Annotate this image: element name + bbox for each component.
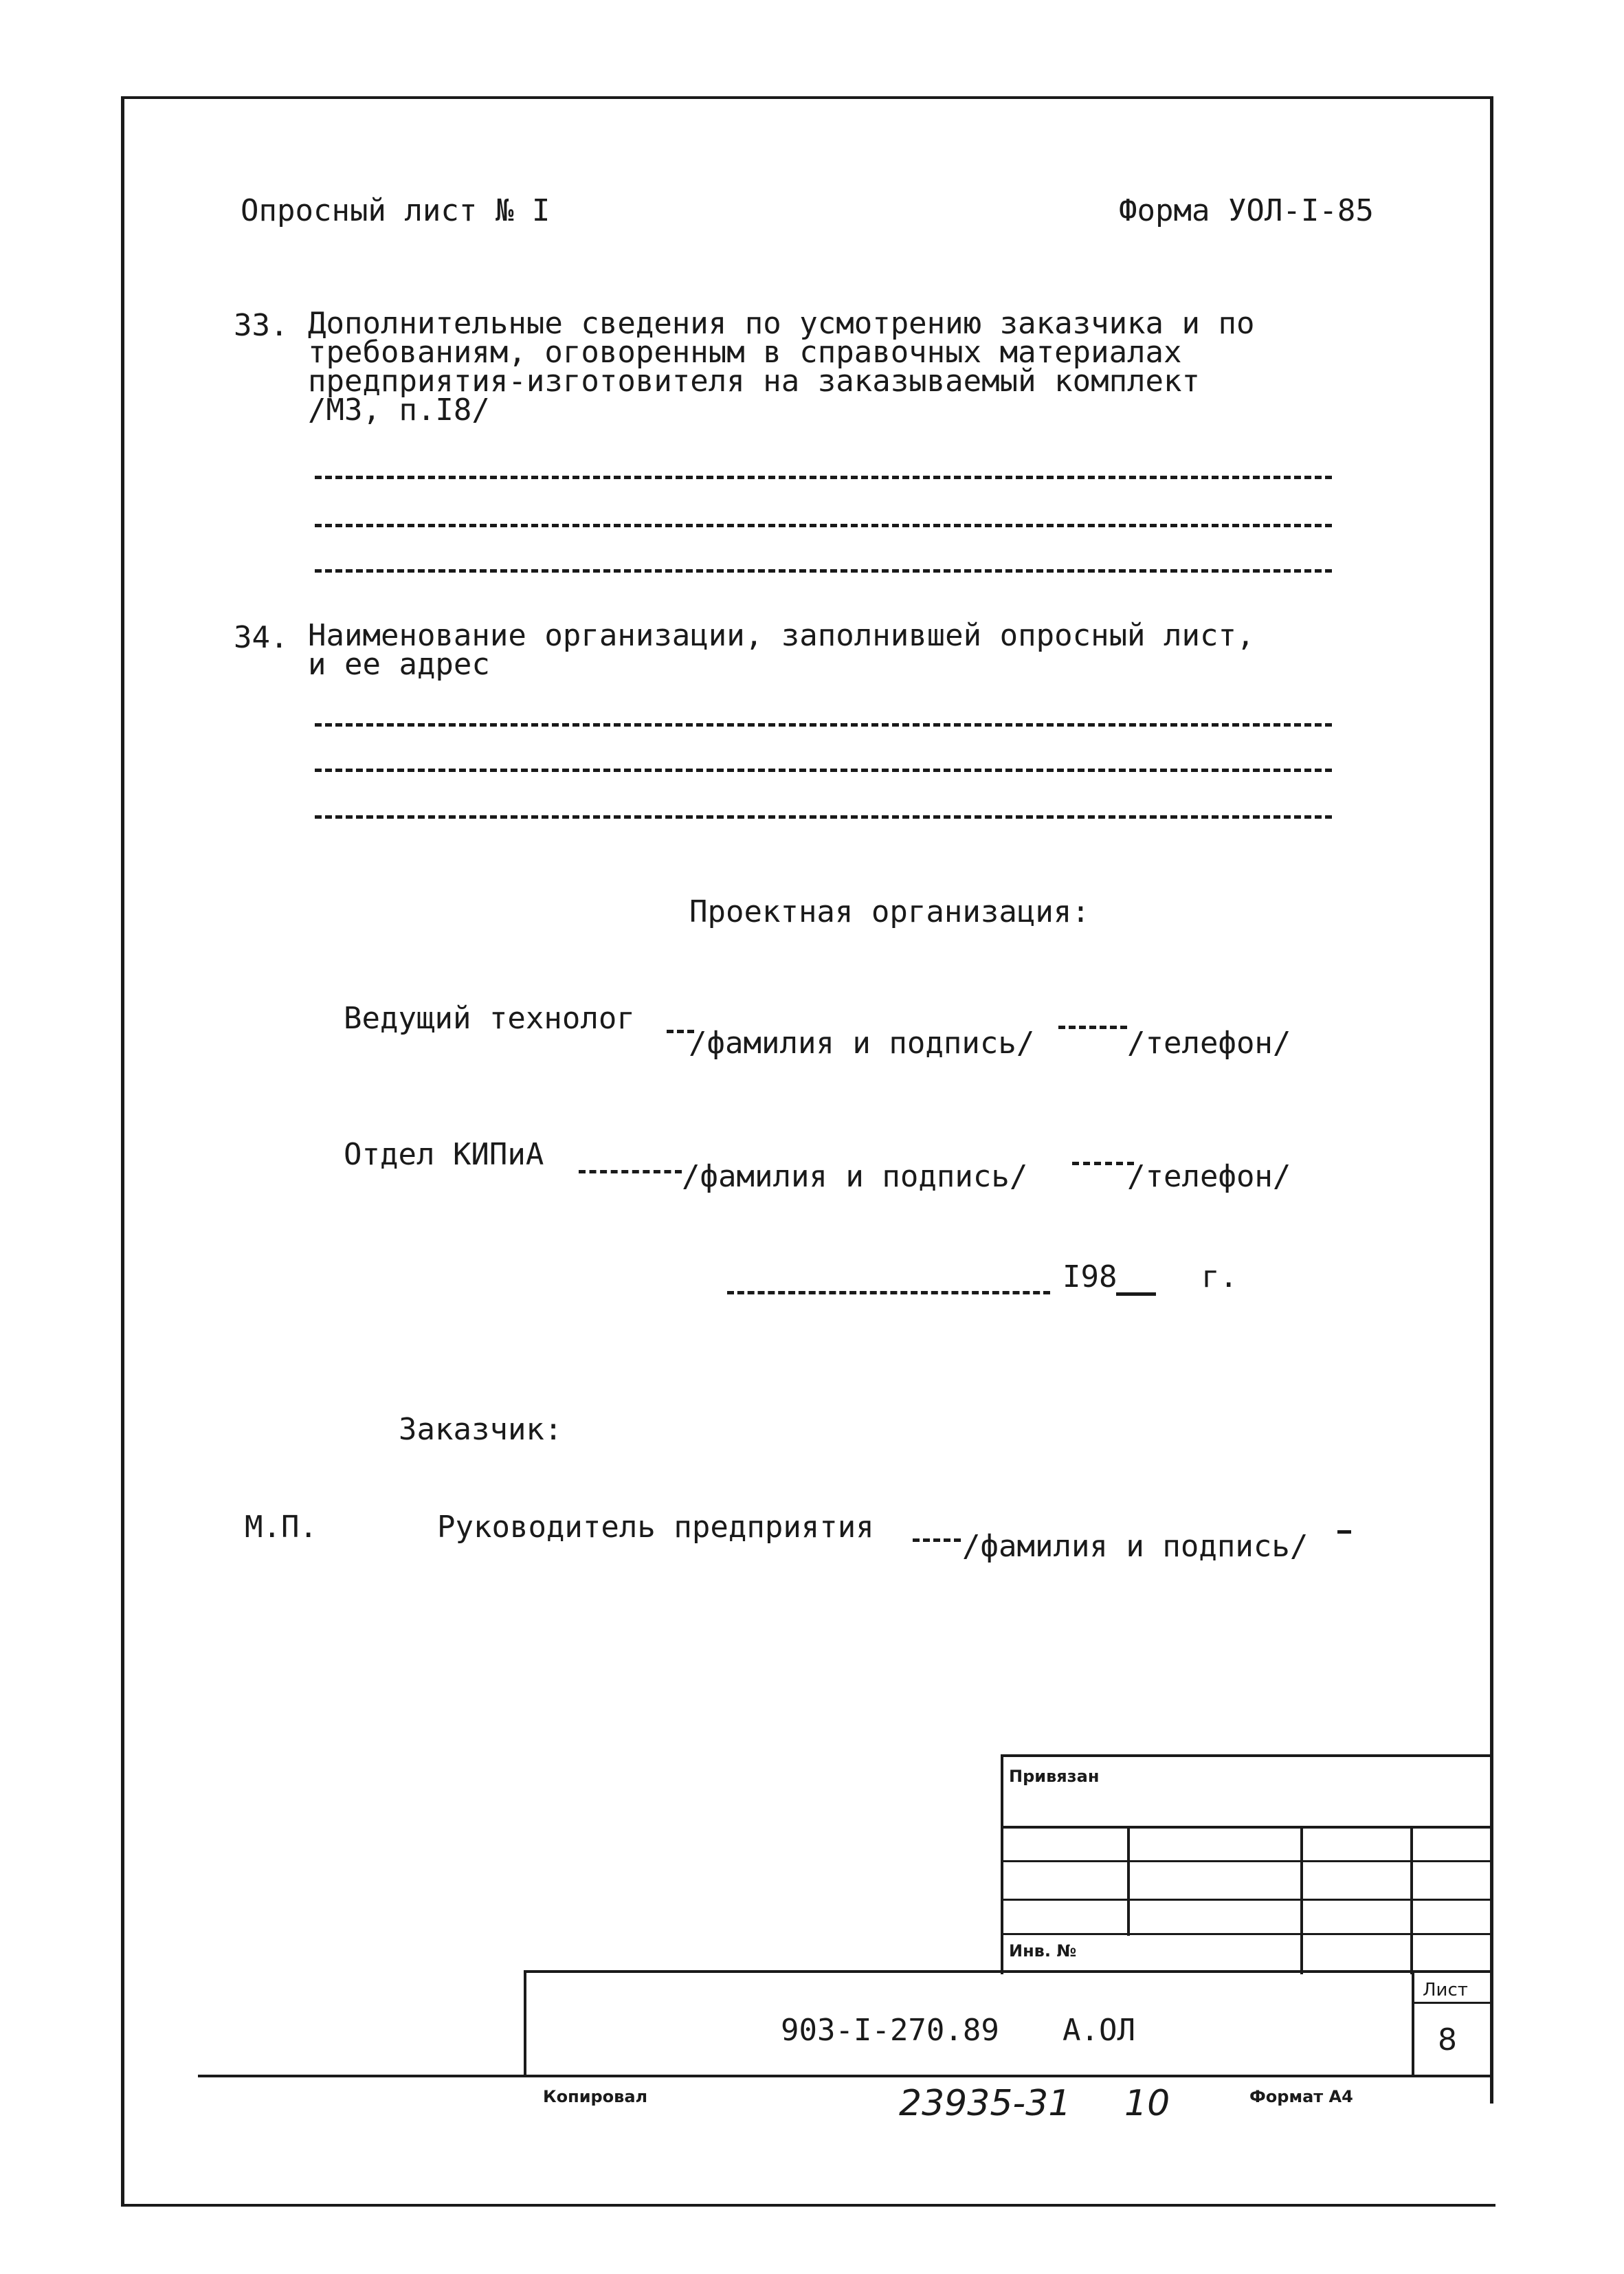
item-34-line-1: Наименование организации, заполнившей опросный лист,: [308, 618, 1255, 653]
lead-technologist-name-sign: /фамилия и подпись/: [689, 1026, 1035, 1061]
stamp-col-2: [1300, 1826, 1303, 1974]
item-33-line-1: Дополнительные сведения по усмотрению заказчика и по: [308, 306, 1255, 341]
format-label: Формат А4: [1249, 2087, 1353, 2106]
kipia-dept-dash-a[interactable]: [579, 1170, 682, 1173]
stamp-col-3: [1410, 1826, 1413, 1974]
sheet-label: Лист: [1423, 1980, 1468, 2000]
page-index: 10: [1124, 2083, 1170, 2124]
date-year-prefix: I98: [1063, 1259, 1117, 1294]
lead-technologist-dash-b[interactable]: [1058, 1026, 1127, 1029]
doc-code: 903-I-270.89: [781, 2013, 999, 2048]
fill-line-33-2[interactable]: [315, 524, 1332, 527]
order-number: 23935-31: [899, 2083, 1071, 2124]
item-34-number: 34.: [234, 620, 289, 655]
stamp-col-1: [1127, 1826, 1130, 1936]
copied-label: Копировал: [543, 2087, 648, 2106]
customer-dash-b[interactable]: [1337, 1530, 1351, 1534]
kipia-dept-phone: /телефон/: [1127, 1159, 1291, 1194]
bottom-rule: [198, 2075, 1490, 2077]
form-code: Форма УОЛ-I-85: [1119, 193, 1374, 228]
frame-bottom: [121, 2204, 1495, 2207]
lead-technologist-label: Ведущий технолог: [344, 1001, 635, 1036]
sheet-title: Опросный лист № I: [241, 193, 550, 228]
fill-line-34-1[interactable]: [315, 723, 1332, 727]
linked-label: Привязан: [1009, 1767, 1100, 1786]
stamp-place: М.П.: [245, 1510, 318, 1545]
date-day-month-line[interactable]: [727, 1291, 1050, 1294]
item-33-line-2: требованиям, оговоренным в справочных материалах: [308, 335, 1182, 370]
date-year-suffix: г.: [1201, 1259, 1238, 1294]
lead-technologist-phone: /телефон/: [1127, 1026, 1291, 1061]
stamp-row-4: [1001, 1933, 1490, 1935]
frame-left: [121, 96, 124, 2207]
project-org-heading: Проектная организация:: [689, 894, 1090, 929]
fill-line-33-3[interactable]: [315, 569, 1332, 573]
frame-right: [1490, 96, 1493, 2104]
stamp-row-1: [1001, 1826, 1490, 1829]
item-33-text: [308, 306, 1255, 428]
sheet-col-left: [1412, 1970, 1414, 2077]
fill-line-34-3[interactable]: [315, 815, 1332, 819]
customer-dash-a[interactable]: [913, 1538, 961, 1542]
kipia-dept-name-sign: /фамилия и подпись/: [682, 1159, 1028, 1194]
frame-top: [124, 96, 1491, 99]
stamp-row-2: [1001, 1860, 1490, 1862]
item-33-line-4: /МЗ, п.I8/: [308, 393, 490, 428]
fill-line-33-1[interactable]: [315, 476, 1332, 479]
stamp-table-left: [1001, 1754, 1003, 1974]
item-34-line-2: и ее адрес: [308, 647, 490, 682]
date-year-line[interactable]: [1116, 1292, 1156, 1296]
stamp-row-3: [1001, 1899, 1490, 1901]
item-34-text: [308, 618, 1255, 682]
sheet-number: 8: [1438, 2022, 1457, 2057]
code-block-top: [524, 1970, 1490, 1973]
code-block-left: [524, 1970, 526, 2077]
item-33-number: 33.: [234, 308, 289, 343]
customer-head-label: Руководитель предприятия: [437, 1510, 874, 1545]
stamp-table-top: [1001, 1754, 1490, 1757]
doc-suffix: А.ОЛ: [1063, 2013, 1135, 2048]
sheet-label-underline: [1412, 2002, 1490, 2004]
item-33-line-3: предприятия-изготовителя на заказываемый комплект: [308, 364, 1201, 399]
kipia-dept-dash-b[interactable]: [1072, 1162, 1134, 1165]
inv-label: Инв. №: [1009, 1941, 1077, 1961]
fill-line-34-2[interactable]: [315, 769, 1332, 772]
customer-name-sign: /фамилия и подпись/: [962, 1529, 1309, 1564]
kipia-dept-label: Отдел КИПиА: [344, 1137, 544, 1172]
customer-heading: Заказчик:: [399, 1412, 563, 1447]
